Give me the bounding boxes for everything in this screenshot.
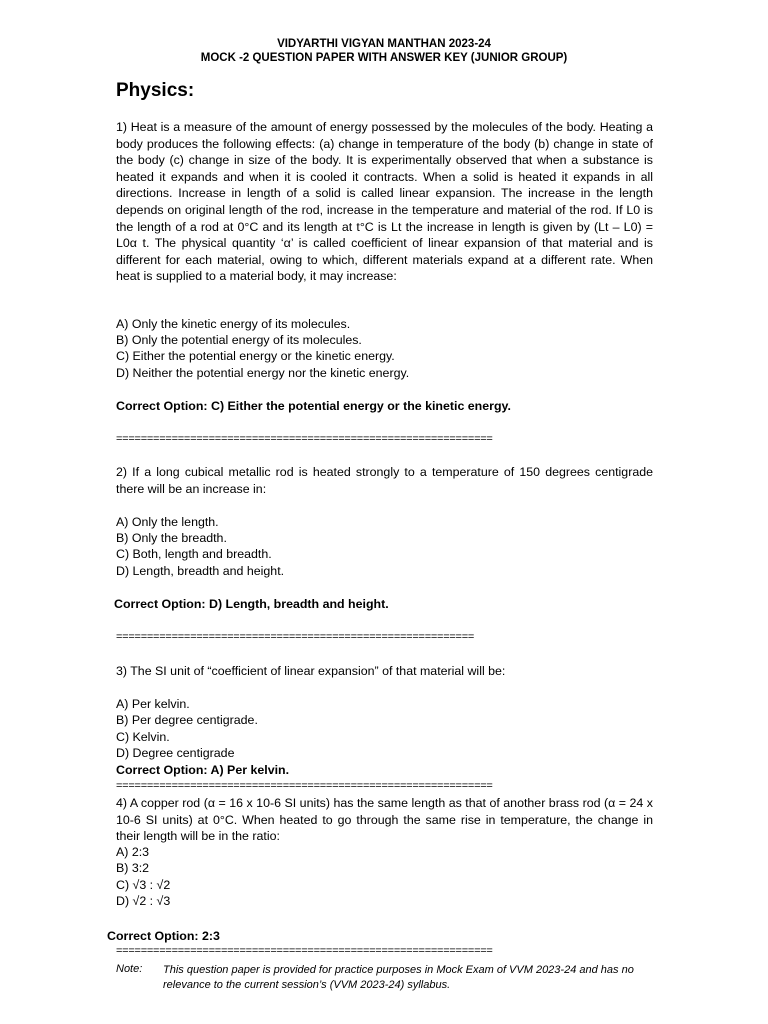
question-2-answer: Correct Option: D) Length, breadth and height. xyxy=(114,597,389,611)
question-3-option-c: C) Kelvin. xyxy=(116,730,170,744)
question-4-text: 4) A copper rod (α = 16 x 10-6 SI units) has the same length as that of another brass rod (α = 24 x 10-6 SI units) at 0°C. When heated to go through the same rise in temperature, the change in their length will be in the ratio: xyxy=(116,796,653,844)
question-3-answer: Correct Option: A) Per kelvin. xyxy=(116,763,290,777)
note-label: Note: xyxy=(116,963,143,975)
question-3-option-b: B) Per degree centigrade. xyxy=(116,713,258,727)
question-1-option-b: B) Only the potential energy of its molecules. xyxy=(116,333,362,347)
question-2-text: 2) If a long cubical metallic rod is heated strongly to a temperature of 150 degrees centigrade there will be an increase in: xyxy=(116,465,653,496)
question-1-option-c: C) Either the potential energy or the kinetic energy. xyxy=(116,349,395,363)
question-4-option-c: C) √3 : √2 xyxy=(116,878,171,892)
question-4-answer: Correct Option: 2:3 xyxy=(107,929,220,943)
question-3-option-a: A) Per kelvin. xyxy=(116,697,190,711)
question-4-option-d: D) √2 : √3 xyxy=(116,894,171,908)
question-4-option-b: B) 3:2 xyxy=(116,861,150,875)
separator: ============================================================= xyxy=(116,780,493,792)
subject-heading: Physics: xyxy=(116,80,195,101)
question-1-option-a: A) Only the kinetic energy of its molecules. xyxy=(116,317,351,331)
separator: ========================================================== xyxy=(116,631,475,643)
question-2-option-b: B) Only the breadth. xyxy=(116,531,227,545)
question-2-option-d: D) Length, breadth and height. xyxy=(116,564,285,578)
separator: ============================================================= xyxy=(116,945,493,957)
question-3-text: 3) The SI unit of “coefficient of linear expansion” of that material will be: xyxy=(116,664,506,678)
question-4-option-a: A) 2:3 xyxy=(116,845,150,859)
separator: ============================================================= xyxy=(116,433,493,445)
question-2-option-a: A) Only the length. xyxy=(116,515,219,529)
note-text: This question paper is provided for practice purposes in Mock Exam of VVM 2023-24 and has no relevance to the current session’s (VVM 2023-24) syllabus. xyxy=(163,964,634,991)
question-2-option-c: C) Both, length and breadth. xyxy=(116,547,272,561)
question-1-option-d: D) Neither the potential energy nor the kinetic energy. xyxy=(116,366,410,380)
question-3-option-d: D) Degree centigrade xyxy=(116,746,235,760)
question-1-answer: Correct Option: C) Either the potential energy or the kinetic energy. xyxy=(116,399,511,413)
question-1-text: 1) Heat is a measure of the amount of energy possessed by the molecules of the body. Heating a body produces the following effects: (a) change in temperature of the body (b) change in state of the body (c) change in size of the body. It is experimentally observed that when a substance is heated it expands and when it is cooled it contracts. When a solid is heated it expands in all directions. Increase in length of a solid is called linear expansion. The increase in the length depends on original length of the rod, increase in the temperature and material of the rod. If L0 is the length of a rod at 0°C and its length at t°C is Lt the increase in length is given by (Lt – L0) = L0α t. The physical quantity ‘α’ is called coefficient of linear expansion of that material and is different for each material, owing to which, different materials expand at a different rate. When heat is supplied to a material body, it may increase: xyxy=(116,120,653,284)
header-title: VIDYARTHI VIGYAN MANTHAN 2023-24 xyxy=(277,38,491,50)
header-subtitle: MOCK -2 QUESTION PAPER WITH ANSWER KEY (JUNIOR GROUP) xyxy=(200,52,568,64)
